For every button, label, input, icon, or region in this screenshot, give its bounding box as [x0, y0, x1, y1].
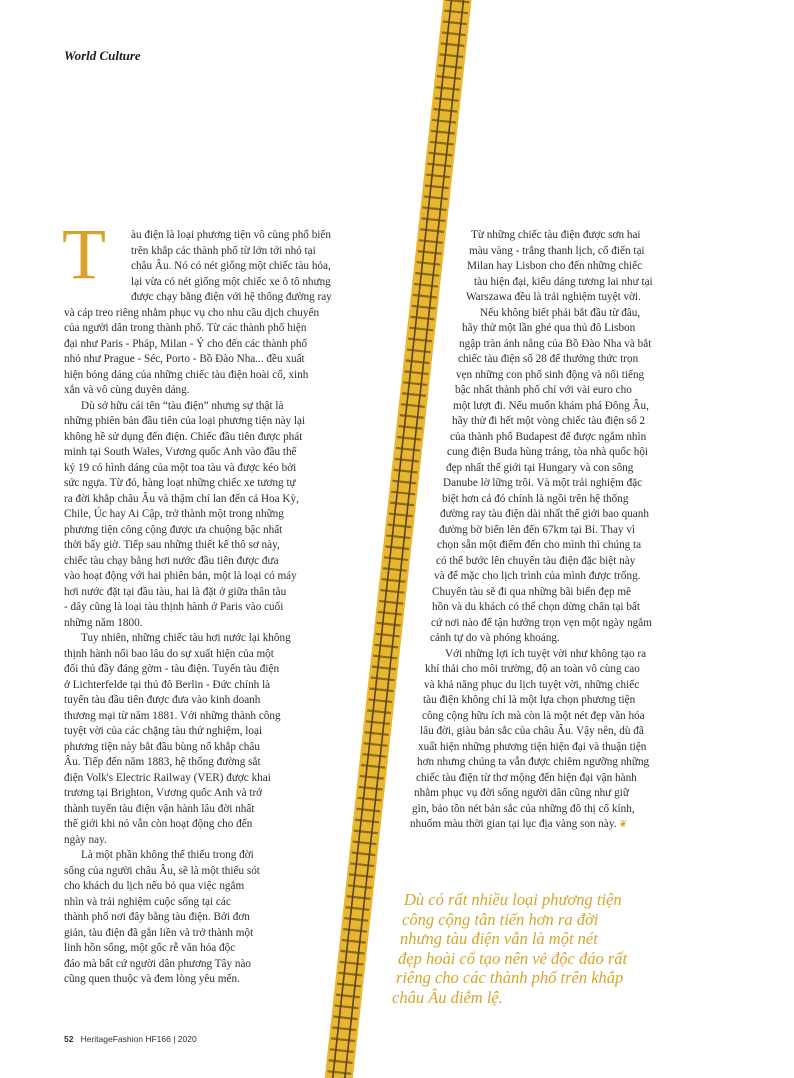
right-column-line: Danube lờ lững trôi. Và một trải nghiệm đặc: [443, 477, 643, 489]
pull-quote-line: châu Âu diễm lệ.: [392, 987, 503, 1007]
left-column-line: Dù sở hữu cái tên “tàu điện” nhưng sự thật là: [81, 399, 284, 412]
end-mark-icon: ❦: [616, 819, 628, 830]
right-column-line: đẹp nhất thế giới tại Hungary và con sông: [446, 461, 634, 474]
right-column-line: Milan hay Lisbon cho đến những chiếc: [467, 260, 643, 272]
left-column-line: lại vừa có nét giống một chiếc xe ô tô nhưng: [131, 275, 331, 288]
right-column-line: một lượt đi. Nếu muốn khám phá Đông Âu,: [453, 399, 649, 412]
pull-quote-line: riêng cho các thành phố trên khắp: [396, 968, 624, 987]
pull-quote-line: Dù có rất nhiều loại phương tiện: [404, 890, 622, 909]
right-column-line: vẹn những con phố sinh động và nổi tiếng: [456, 368, 645, 381]
left-column-line: những năm 1800.: [64, 616, 143, 629]
right-column-line: ngập tràn ánh nắng của Bồ Đào Nha và bắt: [459, 337, 652, 350]
right-column-line: có thể bước lên chuyến tàu điện đặc biệt này: [436, 554, 636, 567]
right-column-line: xuất hiện những phương tiện hiện đại và thuận tiện: [418, 740, 647, 753]
right-column-line: gìn, bảo tồn nét bản sắc của những đô thị cổ kính,: [412, 802, 635, 815]
left-column-line: sức ngựa. Từ đó, hàng loạt những chiếc xe tương tự: [64, 477, 296, 489]
right-column-line: Warszawa đều là trải nghiệm tuyệt vời.: [466, 291, 641, 303]
left-column-line: thành phố nơi đây bằng tàu điện. Bởi đơn: [64, 911, 250, 923]
right-column-line: và khả năng phục du lịch tuyệt vời, những chiếc: [424, 678, 640, 691]
left-column-line: Âu. Tiếp đến năm 1883, hệ thống đường sắt: [64, 756, 261, 768]
drop-cap: T: [62, 214, 106, 294]
right-column-line: nhằm phục vụ đời sống người dân cũng như giữ: [414, 787, 629, 799]
right-column-line: của thành phố Budapest để được ngắm nhìn: [450, 430, 647, 443]
right-column-line: nhuốm màu thời gian tại lục địa vàng son này. ❦: [410, 818, 628, 830]
right-column-line: cung điện Buda hùng tráng, tòa nhà quốc hội: [447, 446, 649, 458]
right-column-line: Chuyến tàu sẽ đi qua những bãi biển đẹp mê: [432, 585, 632, 598]
right-column-line: hãy thử đi hết một vòng chiếc tàu điện số 2: [452, 415, 646, 427]
right-column-line: Với những lợi ích tuyệt vời như không tạo ra: [445, 647, 647, 660]
left-column-line: tuyến tàu đầu tiên được đưa vào kinh doanh: [64, 694, 261, 706]
left-column-line: ngày nay.: [64, 833, 107, 846]
left-column-line: nhỏ như Prague - Séc, Porto - Bồ Đào Nha... đều xuất: [64, 353, 305, 365]
page-footer: [64, 1034, 197, 1044]
right-column-line: Từ những chiếc tàu điện được sơn hai: [471, 229, 641, 241]
issue-number: HF166: [145, 1034, 171, 1044]
right-column-line: tàu điện không chỉ là một lựa chọn phương tiện: [423, 694, 636, 706]
right-column-line: hồn và du khách có thể chọn dừng chân tại bất: [432, 601, 640, 613]
footer-separator: |: [173, 1034, 176, 1044]
right-column-line: hãy thử một lần ghé qua thủ đô Lisbon: [462, 322, 636, 334]
left-column-line: trương tại Brighton, Vương quốc Anh và trở: [64, 787, 263, 799]
right-column-line: Nếu không biết phải bắt đầu từ đâu,: [480, 306, 641, 319]
left-column-line: thành tuyến tàu điện vận hành lâu đời nhất: [64, 802, 255, 815]
left-column-line: minh tại South Wales, Vương quốc Anh vào đầu thế: [64, 446, 297, 458]
left-column-line: tuyệt vời của các chặng tàu thử nghiệm, loại: [64, 725, 263, 737]
left-column-line: ra đời khắp châu Âu và thậm chí lan đến cả Hoa Kỳ,: [64, 492, 299, 505]
right-column-line: và để mặc cho lịch trình của mình được trống.: [434, 570, 641, 582]
right-column-line: khí thải cho môi trường, độ an toàn vô cùng cao: [425, 663, 640, 675]
left-column-line: ở Lichterfelde tại thủ đô Berlin - Đức chính là: [64, 678, 271, 691]
left-column-line: sống của người châu Âu, sẽ là một thiếu sót: [64, 864, 260, 877]
right-column-line: tàu hiện đại, kiểu dáng tương lai như tại: [474, 275, 653, 288]
left-column-line: chiếc tàu chạy bằng hơi nước đầu tiên được đưa: [64, 554, 279, 567]
right-column-line: chiếc tàu điện từ thơ mộng đến hiện đại vận hành: [416, 771, 637, 784]
left-column-line: và cáp treo riêng nhằm phục vụ cho nhu cầu dịch chuyển: [64, 306, 320, 319]
left-column-line: àu điện là loại phương tiện vô cùng phổ biến: [131, 229, 331, 241]
right-column-line: chiếc tàu điện số 28 để thưởng thức trọn: [458, 353, 639, 365]
left-column-line: thương mại từ năm 1881. Với những thành công: [64, 709, 281, 722]
left-column-line: đáo mà bất cứ người dân phương Tây nào: [64, 957, 252, 970]
left-column-line: phương tiện công cộng được ưa chuộng bậc nhất: [64, 523, 283, 536]
left-column-line: phương tiện này bắt đầu bùng nổ khắp châu: [64, 740, 260, 753]
left-column-line: hơi nước đặt tại đầu tàu, hai là đặt ở giữa thân tàu: [64, 585, 287, 598]
left-column-line: châu Âu. Nó có nét giống một chiếc tàu hỏa,: [131, 260, 331, 272]
left-column-line: hiện bóng dáng của những chiếc tàu điện hoài cổ, xinh: [64, 368, 309, 381]
left-column-line: cũng quen thuộc và đem lòng yêu mến.: [64, 973, 240, 985]
left-column-line: vào hoạt động với hai phiên bản, một là loại có máy: [64, 570, 297, 582]
right-column-line: cứ nơi nào để tận hưởng trọn vẹn một ngày ngắm: [431, 616, 652, 629]
right-column-line: chọn sẵn một điểm đến cho mình thì chúng ta: [437, 539, 642, 551]
left-column-line: giản, tàu điện đã gắn liền và trở thành một: [64, 926, 254, 939]
left-column-line: thời bấy giờ. Tiếp sau những thiết kế thô sơ này,: [64, 539, 280, 551]
left-column-line: thế giới khi nó vẫn còn hoạt động cho đến: [64, 818, 253, 830]
right-column-line: bậc nhất thành phố chỉ với vài euro cho: [455, 384, 632, 396]
right-column-line: cảnh tự do và phóng khoáng.: [430, 632, 560, 644]
left-column-line: - dây cũng là loại tàu thịnh hành ở Paris vào cuối: [64, 601, 284, 613]
left-column-line: đại như Paris - Pháp, Milan - Ý cho đến các thành phố: [64, 337, 308, 350]
left-column-line: kỷ 19 có hình dáng của một toa tàu và được kéo bởi: [64, 461, 297, 474]
pull-quote-line: nhưng tàu điện vẫn là một nét: [400, 929, 598, 948]
left-column-line: Là một phần không thể thiếu trong đời: [81, 849, 254, 861]
left-column-line: điện Volk's Electric Railway (VER) được khai: [64, 771, 271, 784]
right-column-line: lâu đời, giàu bản sắc của châu Âu. Vậy nên, dù đã: [420, 725, 644, 737]
right-column-line: đường ray tàu điện dài nhất thế giới bao quanh: [440, 508, 649, 520]
left-column-line: đối thủ đầy đáng gờm - tàu điện. Tuyến tàu điện: [64, 663, 280, 675]
right-column-line: biệt hơn cả đó chính là ngồi trên hệ thống: [442, 492, 629, 505]
right-column-line: hơn nhưng chúng ta vẫn được chiêm ngưỡng những: [417, 756, 650, 768]
right-column-line: đường bờ biển lên đến 67km tại Bỉ. Thay vì: [439, 523, 636, 536]
magazine-name: HeritageFashion: [80, 1034, 143, 1044]
pull-quote-line: đẹp hoài cổ tạo nên vẻ độc đáo rất: [398, 948, 628, 968]
left-column-line: Chile, Úc hay Ai Cập, trở thành một trong những: [64, 508, 284, 520]
page-number: 52: [64, 1034, 74, 1044]
left-column-line: linh hồn sống, một gốc rễ văn hóa độc: [64, 942, 236, 954]
left-column-line: nhìn và trải nghiệm cuộc sống tại các: [64, 895, 231, 908]
left-column-line: thịnh hành nổi bao lâu do sự xuất hiện của một: [64, 647, 274, 660]
left-column-line: Tuy nhiên, những chiếc tàu hơi nước lại không: [81, 632, 291, 644]
right-column-line: công cộng hữu ích mà còn là một nét đẹp văn hóa: [422, 709, 645, 722]
left-column-line: xắn và vô cùng duyên dáng.: [64, 384, 190, 396]
left-column-line: không hề sử dụng đến điện. Chiếc đầu tiên được phát: [64, 430, 303, 443]
left-column-line: cho khách du lịch nếu bỏ qua việc ngắm: [64, 880, 245, 892]
left-column-line: trên khắp các thành phố từ lớn tới nhỏ tại: [131, 244, 316, 257]
section-title: World Culture: [64, 48, 141, 63]
left-column-line: những phiên bản đầu tiên của loại phương tiện này lại: [64, 415, 306, 427]
left-column-line: được chạy bằng điện với hệ thống đường ray: [131, 291, 332, 303]
left-column-line: của người dân trong thành phố. Từ các thành phố hiện: [64, 322, 307, 334]
pull-quote-line: công cộng tân tiến hơn ra đời: [402, 909, 599, 929]
right-column-line: màu vàng - trắng thanh lịch, cổ điển tại: [469, 244, 645, 257]
issue-year: 2020: [177, 1034, 197, 1044]
